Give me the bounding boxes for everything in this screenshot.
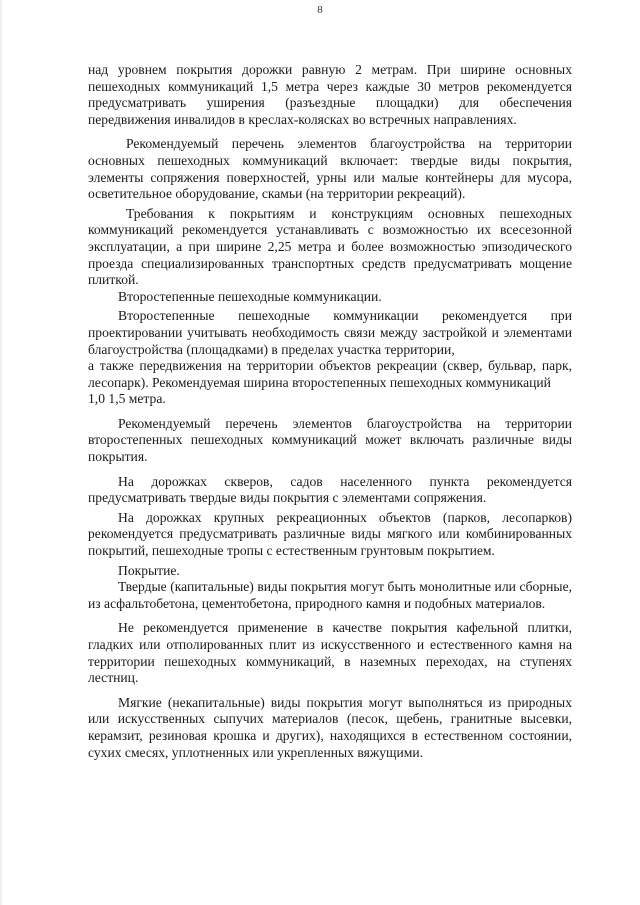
paragraph: На дорожках скверов, садов населенного пункта рекомендуется предусматривать твердые виды покрытия с элементами сопряжения. [88,473,572,506]
paragraph: Рекомендуемый перечень элементов благоустройства на территории второстепенных пешеходных коммуникаций может включать различные виды покрытия. [88,415,572,465]
section-heading: Второстепенные пешеходные коммуникации. [118,288,382,304]
paragraph: а также передвижения на территории объектов рекреации (сквер, бульвар, парк, лесопарк). Рекомендуемая ширина второстепенных пешеходных коммуникаций [88,358,572,390]
document-body [88,62,572,761]
paragraph: Мягкие (некапитальные) виды покрытия могут выполняться из природных или искусственных сыпучих материалов (песок, щебень, гранитные высевки, керамзит, резиновая крошка и других), находящихся в естественном состоянии, сухих смесях, уплотненных или укрепленных вяжущими. [88,694,572,760]
scan-edge [0,0,3,905]
paragraph: Рекомендуемый перечень элементов благоустройства на территории основных пешеходных коммуникаций включает: твердые виды покрытия, элементы сопряжения поверхностей, урны или малые контейнеры для мусора, осветительное оборудование, скамьи (на территории рекреаций). [88,136,572,202]
section-heading: Покрытие. [118,562,180,578]
page-number: 8 [317,4,323,16]
paragraph: Второстепенные пешеходные коммуникации рекомендуется при проектировании учитывать необходимость связи между застройкой и элементами благоустройства (площадками) в пределах участка территории, [88,308,572,357]
paragraph: 1,0 1,5 метра. [88,391,166,407]
paragraph: На дорожках крупных рекреационных объектов (парков, лесопарков) рекомендуется предусматривать различные виды мягкого или комбинированных покрытий, пешеходные тропы с естественным грунтовым покрытием. [88,509,572,559]
paragraph: над уровнем покрытия дорожки равную 2 метрам. При ширине основных пешеходных коммуникаций 1,5 метра через каждые 30 метров рекомендуется предусматривать уширения (разъездные площадки) для обеспечения передвижения инвалидов в креслах-колясках во встречных направлениях. [88,62,572,127]
paragraph: Твердые (капитальные) виды покрытия могут быть монолитные или сборные, из асфальтобетона, цементобетона, природного камня и подобных материалов. [88,579,572,611]
paragraph: Не рекомендуется применение в качестве покрытия кафельной плитки, гладких или отполированных плит из искусственного и естественного камня на территории пешеходных коммуникаций, в наземных переходах, на ступенях лестниц. [88,620,572,686]
paragraph: Требования к покрытиям и конструкциям основных пешеходных коммуникаций рекомендуется устанавливать с возможностью их всесезонной эксплуатации, а при ширине 2,25 метра и более возможностью эпизодического проезда специализированных транспортных средств предусматривать мощение плиткой. [88,205,572,288]
